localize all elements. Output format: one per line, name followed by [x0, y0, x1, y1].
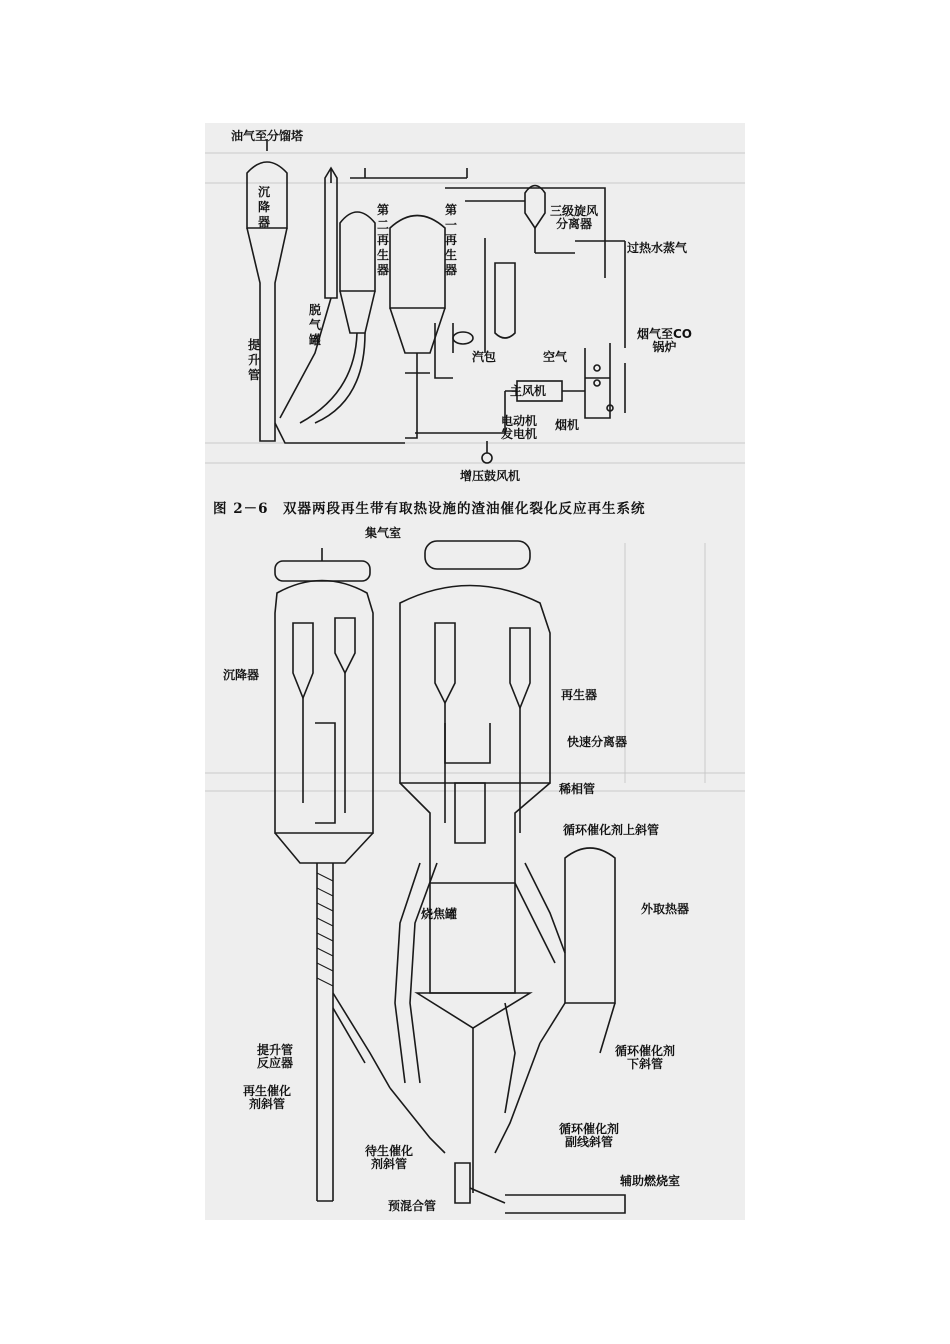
- label-plenum: 集气室: [365, 526, 402, 540]
- label-auxiliary-combustor: 辅助燃烧室: [620, 1174, 681, 1188]
- figure1-caption: 图 2－6 双器两段再生带有取热设施的渣油催化裂化反应再生系统: [213, 501, 646, 517]
- fig1-second-regenerator: [340, 212, 375, 291]
- label-motor-generator: 电动机 发电机: [501, 414, 538, 441]
- label-main-blower: 主风机: [510, 384, 547, 398]
- label-to-superheated-steam: 过热水蒸气: [627, 241, 688, 255]
- label-dilute-phase-pipe: 稀相管: [559, 782, 596, 796]
- label-oil-gas-to-fractionator: 油气至分馏塔: [231, 129, 304, 143]
- fig1-first-regenerator: [390, 216, 445, 309]
- label-regenerator: 再生器: [561, 688, 598, 702]
- fig1-booster-blower-icon: [482, 453, 492, 463]
- label-circ-catalyst-bypass-standpipe: 循环催化剂 副线斜管: [559, 1122, 620, 1149]
- fig2-regenerator-upper: [400, 586, 550, 784]
- label-fast-separator: 快速分离器: [567, 735, 628, 749]
- fig2-settler-vessel: [275, 581, 373, 834]
- label-riser-reactor: 提升管 反应器: [257, 1043, 294, 1070]
- label-circ-catalyst-lower-standpipe: 循环催化剂 下斜管: [615, 1044, 676, 1071]
- fig1-riser-pipe: [260, 423, 275, 441]
- label-first-regenerator: 第一再生器: [444, 203, 457, 277]
- fig2-plenum-right: [425, 541, 530, 569]
- label-fig2-settler: 沉降器: [223, 668, 260, 682]
- figure2-drawing: [275, 541, 628, 1213]
- label-air: 空气: [543, 350, 568, 364]
- label-degassing-tank: 脱气罐: [308, 303, 321, 347]
- fig1-degassing-tank: [325, 168, 337, 298]
- label-riser: 提升管: [247, 338, 260, 382]
- label-coke-burning-tank: 烧焦罐: [421, 907, 458, 921]
- label-second-regenerator: 第二再生器: [376, 203, 389, 277]
- figure1-drawing: [247, 139, 625, 463]
- fig2-plenum-left: [275, 561, 370, 581]
- fig1-third-stage-cyclone: [525, 186, 545, 229]
- label-flue-gas-turbine: 烟机: [555, 418, 580, 432]
- label-third-stage-cyclone: 三级旋风 分离器: [550, 204, 599, 231]
- fig2-external-heat-remover: [565, 848, 615, 1003]
- label-settler: 沉降器: [257, 185, 270, 229]
- label-circ-catalyst-upper-standpipe: 循环催化剂上斜管: [563, 823, 660, 837]
- label-booster-blower: 增压鼓风机: [460, 469, 521, 483]
- fig2-riser-reactor: [317, 863, 333, 1201]
- fig2-auxiliary-combustor: [505, 1195, 625, 1213]
- label-regen-catalyst-standpipe: 再生催化 剂斜管: [243, 1084, 292, 1111]
- label-external-heat-remover: 外取热器: [641, 902, 690, 916]
- label-flue-gas-to-co-boiler: 烟气至CO 锅炉: [637, 327, 693, 354]
- label-spent-catalyst-standpipe: 待生催化 剂斜管: [365, 1144, 414, 1171]
- fig1-steam-drum: [453, 332, 473, 344]
- label-steam-drum: 汽包: [472, 350, 497, 364]
- label-premix-pipe: 预混合管: [388, 1199, 437, 1213]
- scanned-figure: [205, 123, 745, 1220]
- fig2-premix-pipe: [455, 1163, 470, 1203]
